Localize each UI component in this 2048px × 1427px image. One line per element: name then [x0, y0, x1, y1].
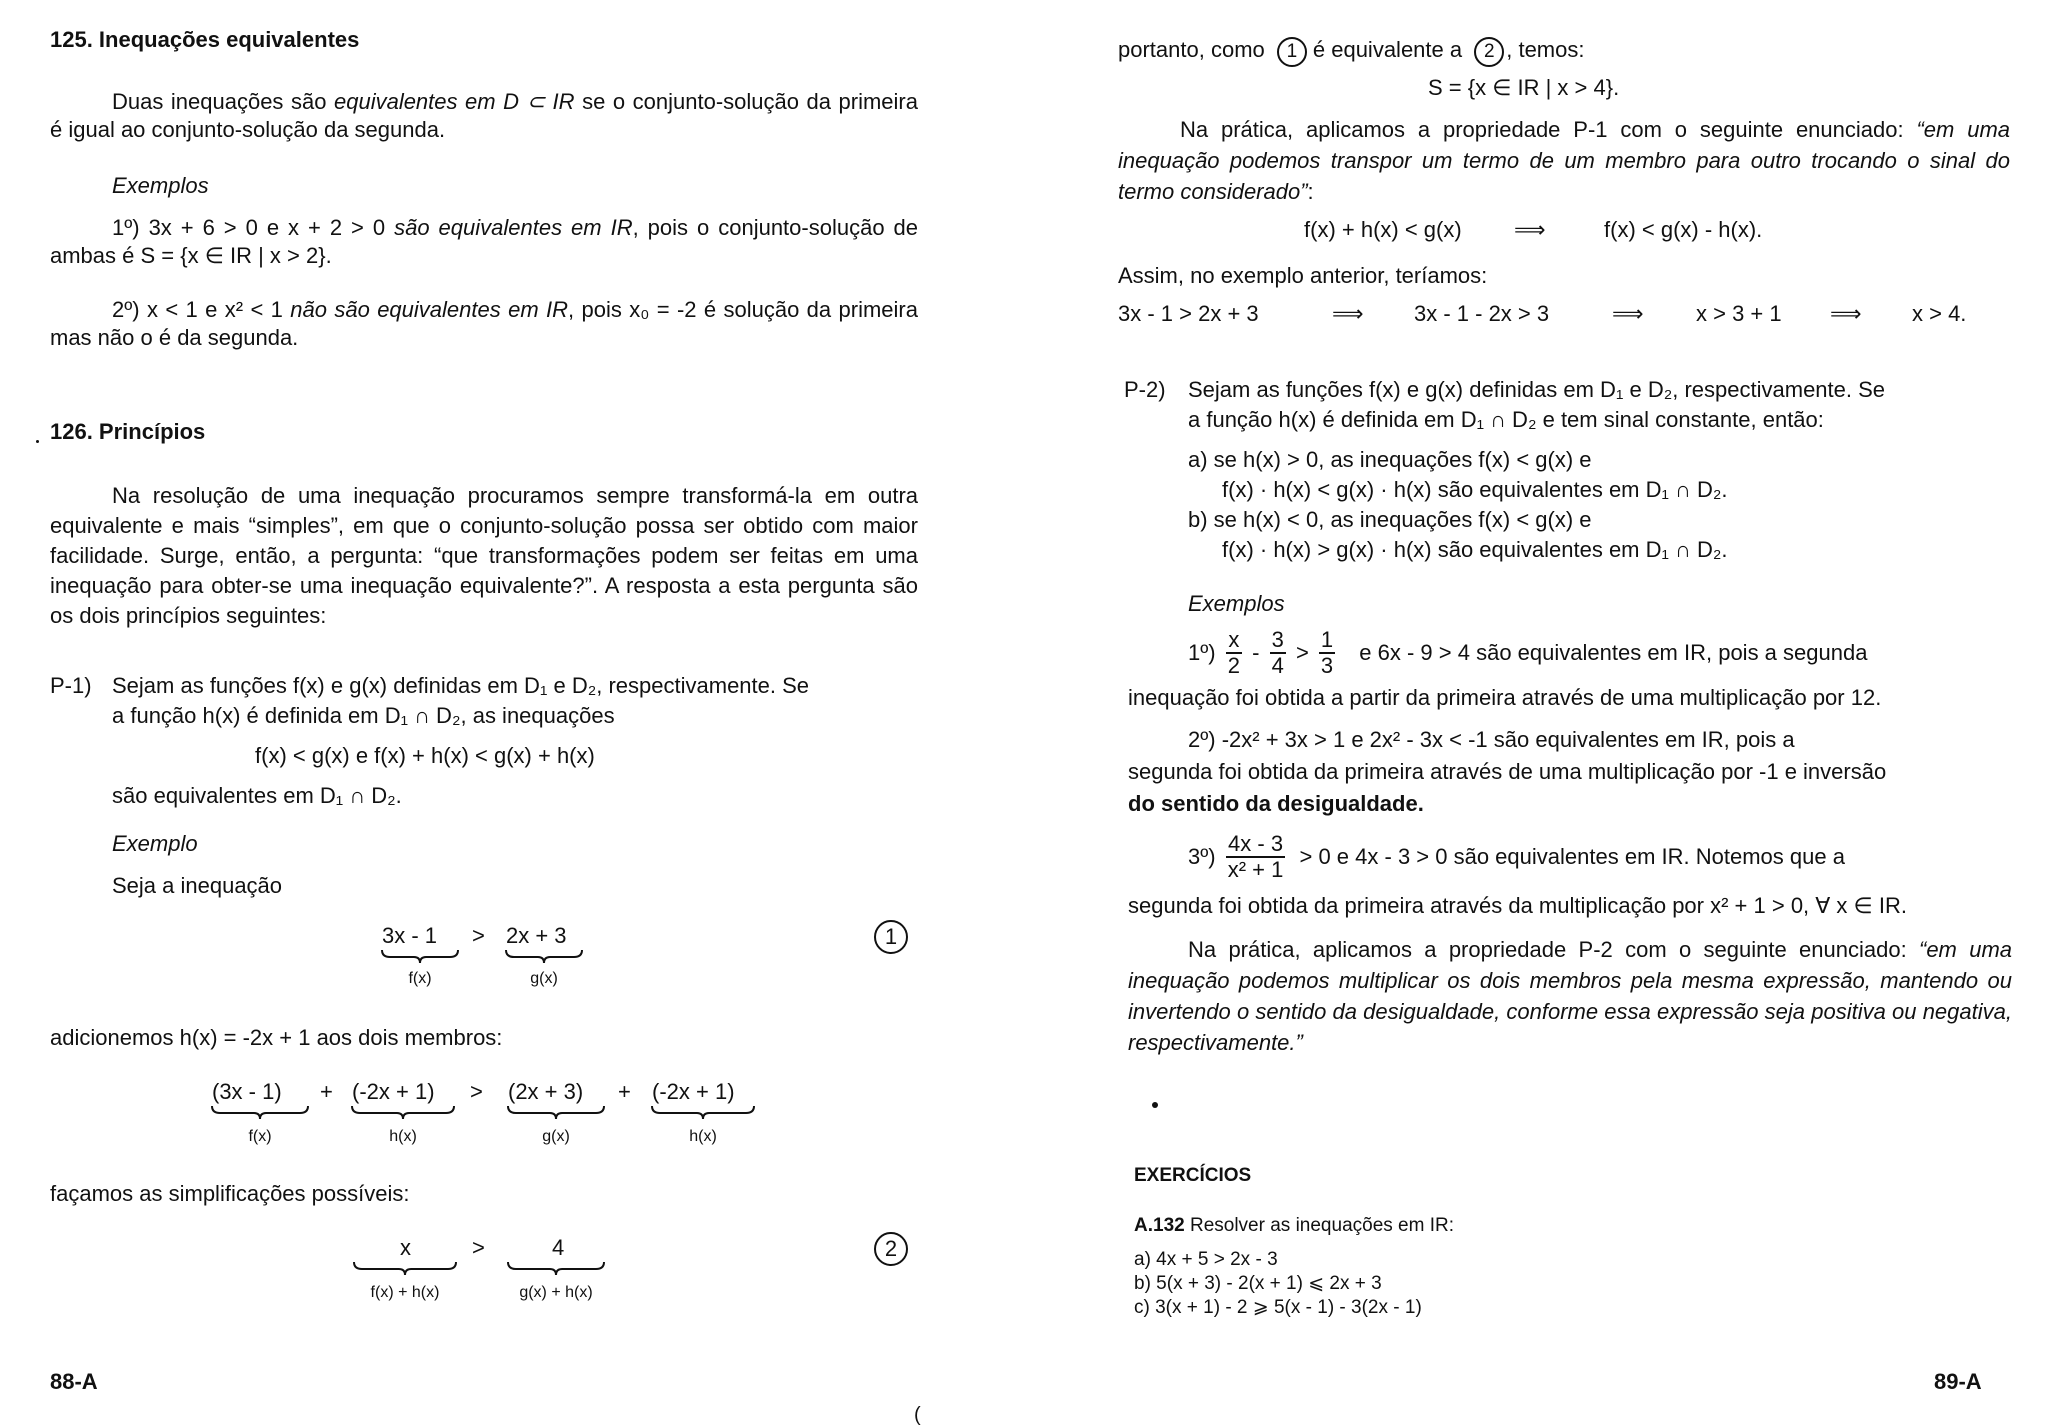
section-126-paragraph: Na resolução de uma inequação procuramos sempre transformá-la em outra equivalente e mais “simples”, em que o conjunto-solução possa ser obtido com maior facilidade. Surge, então, a pergunta: “que transformações podem ser feitas em uma inequação para obter-se uma inequação equivalente?”. A resposta a esta pergunta são os dois princípios seguintes: [50, 483, 918, 628]
seja-text: Seja a inequação [112, 873, 283, 898]
exemplos-heading: Exemplos [1188, 591, 1285, 616]
exemplo-heading: Exemplo [112, 831, 198, 856]
eq2-gt: > [470, 1079, 483, 1104]
principle-2-case-b-2: f(x) · h(x) > g(x) · h(x) são equivalentes em D₁ ∩ D₂. [1222, 537, 1728, 562]
circled-number-1: 1 [1277, 37, 1307, 67]
pratica-1-paragraph: Na prática, aplicamos a propriedade P-1 com o seguinte enunciado: “em uma inequação podemos transpor um termo de um membro para outro trocando o sinal do termo considerado”: [1118, 117, 2010, 204]
eq2-plus-1: + [320, 1079, 333, 1104]
eq2-label-4: h(x) [689, 1128, 717, 1145]
eq3-gt: > [472, 1235, 485, 1260]
chain-step-4: x > 4. [1912, 301, 1967, 326]
eq3-label-2: g(x) + h(x) [519, 1284, 593, 1301]
right-example-2-line-1: 2º) -2x² + 3x > 1 e 2x² - 3x < -1 são equivalentes em IR, pois a [1188, 727, 1795, 752]
principle-2-case-a-1: a) se h(x) > 0, as inequações f(x) < g(x) e [1188, 447, 1592, 472]
page-number-right: 89-A [1934, 1369, 1982, 1394]
eq1-gt: > [472, 923, 485, 948]
exercise-a132: A.132 Resolver as inequações em IR: [1134, 1215, 1454, 1236]
exercise-item-b: b) 5(x + 3) - 2(x + 1) ⩽ 2x + 3 [1134, 1273, 1382, 1294]
chain-step-3: x > 3 + 1 [1696, 301, 1782, 326]
solution-set: S = {x ∈ IR | x > 4}. [1428, 75, 1620, 100]
page-number-left: 88-A [50, 1369, 98, 1394]
principle-1-line-1: Sejam as funções f(x) e g(x) definidas em D₁ e D₂, respectivamente. Se [112, 673, 810, 698]
chain-step-1: 3x - 1 > 2x + 3 [1118, 301, 1259, 326]
implies-arrow: ⟹ [1830, 301, 1862, 326]
section-125-paragraph: Duas inequações são equivalentes em D ⊂ IR se o conjunto-solução da primeira é igual ao conjunto-solução da segunda. [50, 89, 918, 142]
principle-2-case-b-1: b) se h(x) < 0, as inequações f(x) < g(x) e [1188, 507, 1592, 532]
assim-text: Assim, no exemplo anterior, teríamos: [1118, 263, 1488, 288]
principle-1-label: P-1) [50, 673, 92, 698]
underbrace [506, 1104, 606, 1120]
underbrace [506, 1260, 606, 1276]
eq2-label-3: g(x) [542, 1128, 570, 1145]
underbrace [650, 1104, 756, 1120]
principle-1-formula: f(x) < g(x) e f(x) + h(x) < g(x) + h(x) [255, 743, 595, 768]
right-example-1: 1º) $\frac{x}{2}$ - $\frac{3}{4}$ > $\frac{1}{3}$ e 6x - 9 > 4 são equivalentes em IR, pois a segunda [1188, 627, 1868, 678]
eq2-plus-2: + [618, 1079, 631, 1104]
eq3-lhs: x [400, 1235, 411, 1260]
adicionemos-text: adicionemos h(x) = -2x + 1 aos dois membros: [50, 1025, 503, 1050]
implies-arrow: ⟹ [1332, 301, 1364, 326]
speck [36, 440, 39, 443]
eq2-term-2: (-2x + 1) [352, 1079, 435, 1104]
underbrace [380, 948, 460, 964]
eq1-rhs: 2x + 3 [506, 923, 567, 948]
underbrace [352, 1260, 458, 1276]
eq2-label-1: f(x) [248, 1128, 272, 1145]
example-2: 2º) x < 1 e x² < 1 não são equivalentes em IR, pois x₀ = -2 é solução da primeira mas não o é da segunda. [50, 297, 918, 350]
eq1-label-g: g(x) [530, 970, 558, 987]
eq2-term-3: (2x + 3) [508, 1079, 584, 1104]
facamos-text: façamos as simplificações possíveis: [50, 1181, 410, 1206]
right-example-2-line-3: do sentido da desigualdade. [1128, 791, 1424, 816]
eq3-rhs: 4 [552, 1235, 565, 1260]
principle-2-case-a-2: f(x) · h(x) < g(x) · h(x) são equivalentes em D₁ ∩ D₂. [1222, 477, 1728, 502]
eq3-label-1: f(x) + h(x) [370, 1284, 440, 1301]
exercise-item-a: a) 4x + 5 > 2x - 3 [1134, 1249, 1278, 1270]
eq1-label-f: f(x) [408, 970, 432, 987]
circled-number-2: 2 [1474, 37, 1504, 67]
implies-arrow: ⟹ [1612, 301, 1644, 326]
principle-2-line-1: Sejam as funções f(x) e g(x) definidas em D₁ e D₂, respectivamente. Se [1188, 377, 1886, 402]
right-example-1-line-2: inequação foi obtida a partir da primeira através de uma multiplicação por 12. [1128, 685, 1882, 710]
exemplos-heading: Exemplos [112, 173, 209, 198]
right-example-2-line-2: segunda foi obtida da primeira através de uma multiplicação por -1 e inversão [1128, 759, 1887, 784]
principle-1-line-3: são equivalentes em D₁ ∩ D₂. [112, 783, 402, 808]
implies-arrow: ⟹ [1514, 217, 1546, 242]
implication-lhs: f(x) + h(x) < g(x) [1304, 217, 1462, 242]
chain-step-2: 3x - 1 - 2x > 3 [1414, 301, 1550, 326]
underbrace [504, 948, 584, 964]
underbrace [210, 1104, 310, 1120]
eq2-term-4: (-2x + 1) [652, 1079, 735, 1104]
implication-rhs: f(x) < g(x) - h(x). [1604, 217, 1763, 242]
eq1-lhs: 3x - 1 [382, 923, 438, 948]
portanto-line: portanto, como 1 é equivalente a 2 , temos: [1118, 36, 1584, 67]
right-example-3: 3º) $\frac{4x - 3}{\text{x² + 1}}$ > 0 e 4x - 3 > 0 são equivalentes em IR. Notemos que a [1188, 831, 1845, 882]
principle-2-line-2: a função h(x) é definida em D₁ ∩ D₂ e tem sinal constante, então: [1188, 407, 1824, 432]
pratica-2-paragraph: Na prática, aplicamos a propriedade P-2 com o seguinte enunciado: “em uma inequação podemos multiplicar os dois membros pela mesma expressão, mantendo ou invertendo o sentido da desigualdade, conforme essa expressão seja positiva ou negativa, respectivamente.” [1128, 937, 2013, 1055]
section-126-title: 126. Princípios [50, 419, 206, 444]
eq2-term-1: (3x - 1) [212, 1079, 282, 1104]
example-1: 1º) 3x + 6 > 0 e x + 2 > 0 são equivalentes em IR, pois o conjunto-solução de ambas é S = {x ∈ IR | x > 2}. [50, 215, 918, 268]
section-125-title: 125. Inequações equivalentes [50, 27, 360, 52]
exercicios-heading: EXERCÍCIOS [1134, 1165, 1252, 1186]
gutter-mark: ( [914, 1404, 921, 1426]
right-page [914, 0, 2048, 1427]
exercise-item-c: c) 3(x + 1) - 2 ⩾ 5(x - 1) - 3(2x - 1) [1134, 1297, 1422, 1318]
circled-number-1: 1 [874, 920, 908, 954]
principle-1-line-2: a função h(x) é definida em D₁ ∩ D₂, as inequações [112, 703, 615, 728]
bullet-dot [1152, 1102, 1158, 1108]
eq2-label-2: h(x) [389, 1128, 417, 1145]
circled-number-2: 2 [874, 1232, 908, 1266]
right-example-3-line-2: segunda foi obtida da primeira através da multiplicação por x² + 1 > 0, ∀ x ∈ IR. [1128, 893, 1907, 918]
underbrace [350, 1104, 456, 1120]
principle-2-label: P-2) [1124, 377, 1166, 402]
